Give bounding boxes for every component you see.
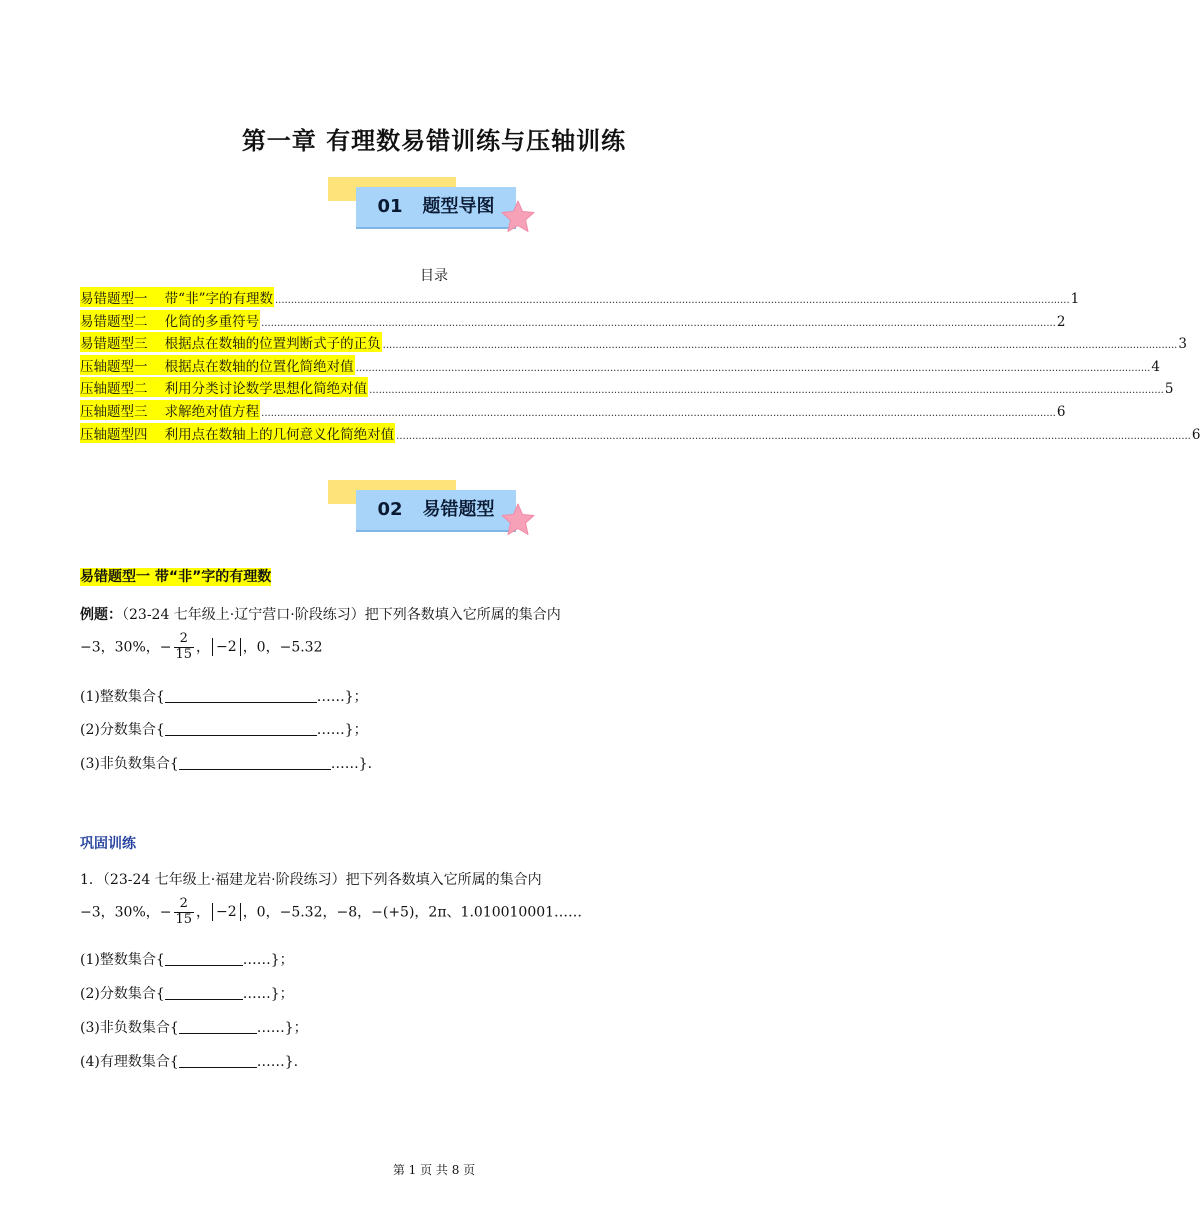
star-icon (500, 502, 536, 538)
table-of-contents (80, 287, 1200, 445)
banner-box (356, 490, 516, 532)
toc-item-label: 压轴题型三 求解绝对值方程 (80, 400, 260, 420)
answer-blank[interactable] (165, 721, 317, 736)
toc-item[interactable] (80, 287, 1080, 310)
answer-blank[interactable] (179, 755, 331, 770)
minus-sign: − (159, 904, 172, 921)
page-title: 第一章 有理数易错训练与压轴训练 (241, 127, 627, 155)
practice-heading: 巩固训练 (80, 836, 136, 852)
example-question (80, 604, 561, 624)
separator: ， (196, 639, 211, 656)
set-suffix: ……}. (330, 756, 373, 772)
toc-leader-dots: .......................................................................................................................................................................................................................................................... (396, 430, 1191, 442)
toc-item-label: 易错题型三 根据点在数轴的位置判断式子的正负 (80, 332, 382, 352)
toc-item-page: 4 (1151, 358, 1160, 375)
set-prefix: (3)非负数集合{ (80, 756, 179, 772)
banner-label: 易错题型 (422, 499, 495, 520)
set-prefix: (4)有理数集合{ (80, 1054, 179, 1070)
toc-leader-dots: .......................................................................................................................................................................................................................................................... (355, 362, 1151, 374)
fraction-denominator: 15 (175, 646, 193, 662)
toc-item[interactable] (80, 423, 1200, 446)
number-text: ，0，−5.32 (242, 639, 323, 656)
banner-number: 01 (377, 196, 403, 217)
number-text: −3，30%， (80, 639, 160, 656)
toc-item-label: 压轴题型四 利用点在数轴上的几何意义化简绝对值 (80, 423, 395, 443)
set-item (80, 686, 368, 706)
set-prefix: (2)分数集合{ (80, 722, 165, 738)
toc-item[interactable] (80, 310, 1066, 333)
toc-leader-dots: .......................................................................................................................................................................................................................................................... (274, 295, 1070, 306)
set-suffix: ……}； (242, 986, 294, 1002)
number-text: ，0，−5.32，−8，−(+5)，2π、1.010010001…… (242, 904, 583, 921)
answer-blank[interactable] (165, 688, 317, 703)
toc-item-label: 压轴题型一 根据点在数轴的位置化简绝对值 (80, 355, 355, 375)
number-list (80, 632, 323, 663)
toc-item[interactable] (80, 355, 1160, 378)
toc-item-page: 1 (1070, 291, 1080, 307)
toc-item-label: 易错题型一 带“非”字的有理数 (80, 287, 274, 307)
absolute-value: −2 (212, 903, 241, 921)
banner-box (356, 187, 516, 229)
fraction-numerator: 2 (174, 897, 195, 913)
banner-number: 02 (377, 499, 403, 520)
set-suffix: ……}； (316, 689, 368, 705)
toc-item[interactable] (80, 377, 1174, 400)
set-item (80, 753, 372, 773)
set-item (80, 949, 294, 969)
toc-leader-dots: .......................................................................................................................................................................................................................................................... (369, 385, 1164, 397)
example-text: （23-24 七年级上·辽宁营口·阶段练习）把下列各数填入它所属的集合内 (122, 607, 561, 623)
toc-item[interactable] (80, 332, 1187, 355)
toc-item-label: 易错题型二 化简的多重符号 (80, 310, 260, 330)
section-banner-1 (328, 177, 538, 237)
toc-heading: 目录 (420, 268, 448, 284)
set-item (80, 1017, 308, 1037)
set-suffix: ……}； (316, 722, 368, 738)
fraction (174, 632, 195, 663)
section-heading (80, 566, 271, 586)
toc-item-page: 6 (1056, 403, 1066, 420)
absolute-value: −2 (212, 638, 241, 656)
minus-sign: − (159, 639, 172, 656)
number-text: −3，30%， (80, 904, 160, 921)
answer-blank[interactable] (179, 1019, 257, 1034)
toc-leader-dots: .......................................................................................................................................................................................................................................................... (382, 340, 1178, 352)
banner-label: 题型导图 (422, 196, 495, 217)
set-suffix: ……}. (256, 1054, 299, 1070)
set-suffix: ……}； (256, 1020, 308, 1036)
set-prefix: (3)非负数集合{ (80, 1020, 179, 1036)
set-item (80, 1051, 298, 1071)
toc-item-page: 3 (1178, 336, 1187, 353)
section-banner-2 (328, 480, 538, 540)
toc-item-page: 6 (1191, 426, 1200, 443)
fraction (174, 897, 195, 928)
set-prefix: (2)分数集合{ (80, 986, 165, 1002)
fraction-numerator: 2 (174, 632, 195, 648)
set-item (80, 983, 294, 1003)
set-prefix: (1)整数集合{ (80, 689, 165, 705)
page-footer: 第 1 页 共 8 页 (392, 1163, 476, 1177)
number-list (80, 897, 582, 928)
section-heading-text: 易错题型一 带“非”字的有理数 (80, 569, 272, 585)
example-label: 例题： (80, 607, 122, 623)
practice-question: 1．（23-24 七年级上·福建龙岩·阶段练习）把下列各数填入它所属的集合内 (80, 872, 542, 888)
toc-item-page: 5 (1164, 381, 1174, 398)
toc-item[interactable] (80, 400, 1066, 423)
set-suffix: ……}； (242, 952, 294, 968)
toc-leader-dots: .......................................................................................................................................................................................................................................................... (261, 317, 1056, 329)
answer-blank[interactable] (179, 1053, 257, 1068)
set-prefix: (1)整数集合{ (80, 952, 165, 968)
toc-leader-dots: .......................................................................................................................................................................................................................................................... (261, 407, 1056, 419)
answer-blank[interactable] (165, 985, 243, 1000)
set-item (80, 719, 368, 739)
toc-item-label: 压轴题型二 利用分类讨论数学思想化简绝对值 (80, 377, 368, 397)
toc-item-page: 2 (1056, 313, 1066, 330)
star-icon (500, 199, 536, 235)
answer-blank[interactable] (165, 951, 243, 966)
fraction-denominator: 15 (175, 911, 193, 927)
separator: ， (196, 904, 211, 921)
